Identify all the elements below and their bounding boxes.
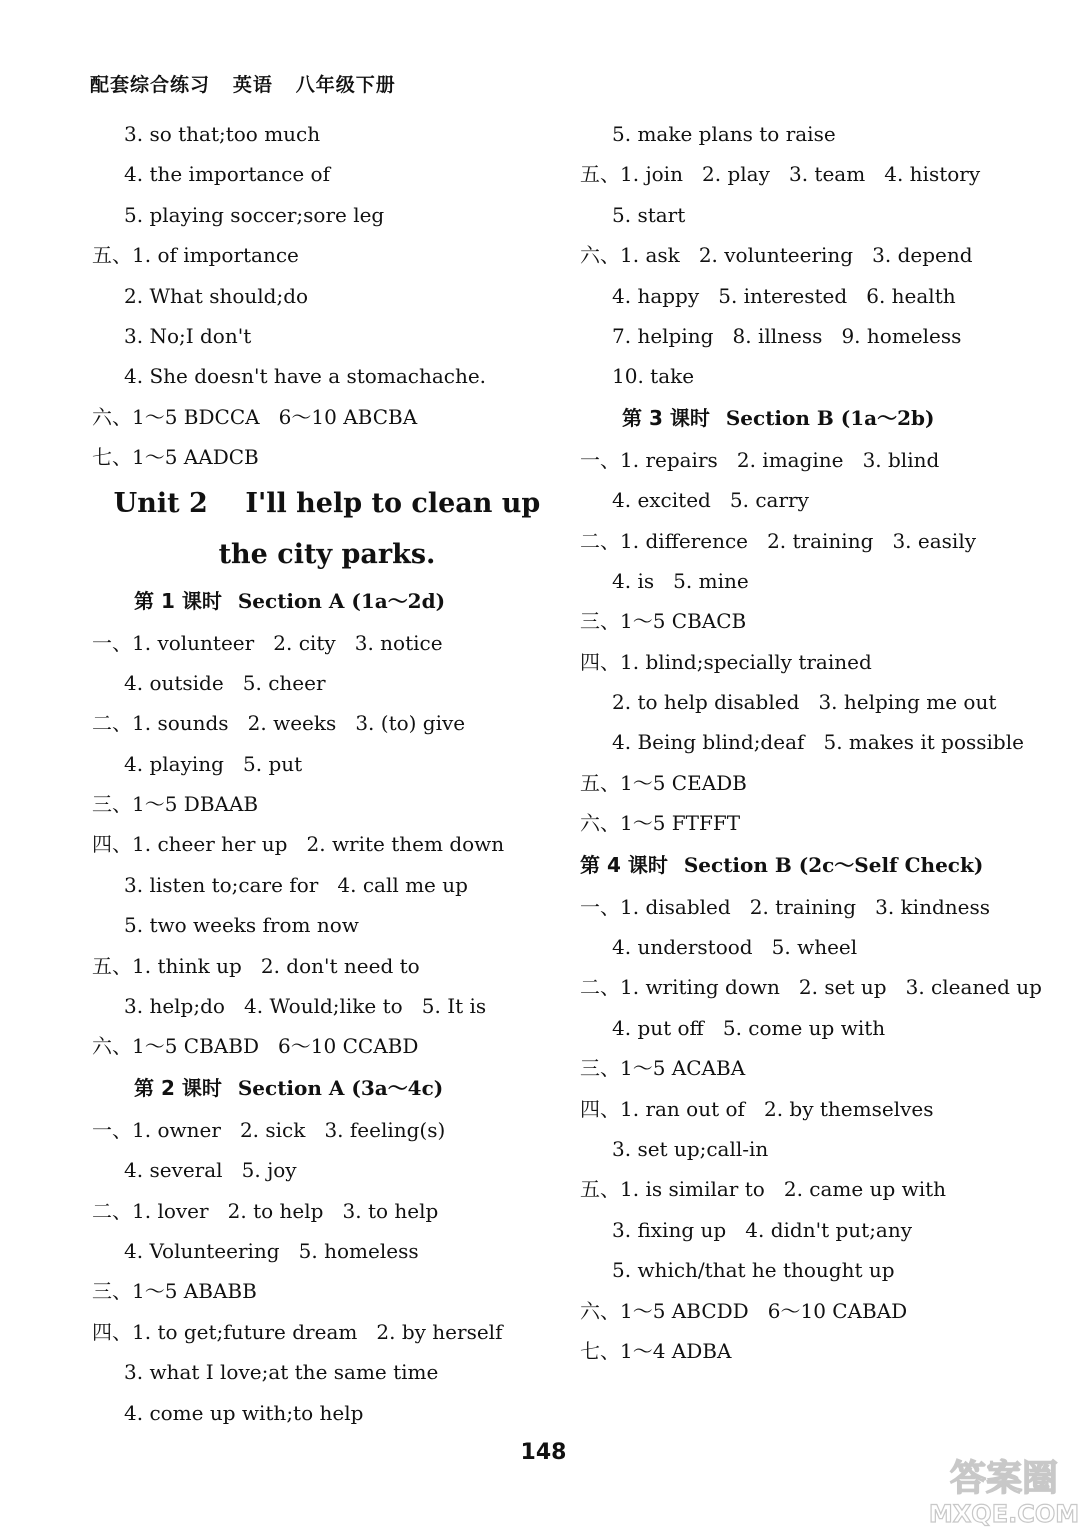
watermark-text: 答案圈 [949,1458,1059,1499]
answer-line: 四、1. cheer her up 2. write them down [92,832,505,857]
answer-line: 3. fixing up 4. didn't put;any [612,1217,913,1242]
answer-line: 4. Volunteering 5. homeless [124,1238,419,1263]
answer-line: 一、1. repairs 2. imagine 3. blind [580,447,940,472]
answer-line: 三、1～5 DBAAB [92,792,259,817]
answer-line: 3. listen to;care for 4. call me up [124,872,468,897]
answer-line: 3. No;I don't [124,323,252,348]
left-column [92,114,562,1433]
lesson-number: 第 2 课时 [134,1075,222,1100]
answer-line: 5. make plans to raise [612,122,836,146]
lesson-section: Section A (1a～2d) [237,588,446,613]
answer-line: 六、1～5 ABCDD 6～10 CABAD [580,1298,908,1323]
answer-line: 4. is 5. mine [612,568,749,593]
answer-line: 六、1～5 FTFFT [580,811,741,836]
answer-line: 三、1～5 CBACB [580,609,747,634]
answer-line: 5. start [612,202,686,227]
answer-line: 4. excited 5. carry [612,488,809,513]
answer-line: 4. playing 5. put [124,751,303,776]
answer-line: 七、1～4 ADBA [580,1338,732,1363]
answer-line: 四、1. to get;future dream 2. by herself [92,1319,503,1344]
lesson-heading [92,1067,562,1110]
unit-title: the city parks. [218,538,436,570]
answer-line: 4. several 5. joy [124,1158,297,1183]
answer-line: 一、1. owner 2. sick 3. feeling(s) [92,1117,446,1142]
answer-line: 四、1. ran out of 2. by themselves [580,1096,934,1121]
answer-line: 10. take [612,364,695,389]
lesson-section: Section B (1a～2b) [725,405,935,430]
answer-line: 5. two weeks from now [124,913,359,938]
lesson-number: 第 1 课时 [134,588,222,613]
answer-line: 五、1～5 CEADB [580,770,747,795]
answer-line: 六、1. ask 2. volunteering 3. depend [580,243,973,268]
answer-line: 5. which/that he thought up [612,1258,895,1283]
answer-line: 4. the importance of [124,162,330,187]
answer-line: 五、1. join 2. play 3. team 4. history [580,162,981,187]
lesson-section: Section A (3a～4c) [237,1075,444,1100]
answer-line: 一、1. disabled 2. training 3. kindness [580,894,991,919]
answer-line: 一、1. volunteer 2. city 3. notice [92,630,443,655]
lesson-heading [580,844,1060,887]
lesson-number: 第 3 课时 [622,405,710,430]
answer-line: 六、1～5 CBABD 6～10 CCABD [92,1034,419,1059]
answer-line: 七、1～5 AADCB [92,445,259,470]
lesson-heading [580,397,1060,440]
right-column [580,114,1060,1371]
answer-line: 4. put off 5. come up with [612,1015,886,1040]
answer-line: 3. so that;too much [124,122,321,146]
answer-line: 3. set up;call-in [612,1136,769,1161]
page-number: 148 [520,1440,567,1465]
answer-line: 2. to help disabled 3. helping me out [612,690,997,715]
answer-line: 四、1. blind;specially trained [580,649,872,674]
answer-line: 4. happy 5. interested 6. health [612,283,956,308]
lesson-number: 第 4 课时 [580,852,668,877]
answer-line: 二、1. writing down 2. set up 3. cleaned up [580,975,1042,1000]
answer-line: 4. understood 5. wheel [612,935,858,960]
answer-line: 二、1. difference 2. training 3. easily [580,528,977,553]
answer-line: 五、1. of importance [92,243,299,268]
lesson-heading [92,580,562,623]
lesson-section: Section B (2c～Self Check) [683,852,984,877]
answer-line: 2. What should;do [124,283,309,308]
unit-title: Unit 2 I'll help to clean up [113,487,541,519]
answer-line: 五、1. is similar to 2. came up with [580,1177,947,1202]
answer-line: 5. playing soccer;sore leg [124,202,385,227]
answer-line: 三、1～5 ABABB [92,1279,257,1304]
answer-line: 3. help;do 4. Would;like to 5. It is [124,994,487,1019]
watermark-logo [929,1450,1079,1530]
page-header: 配套综合练习 英语 八年级下册 [90,74,396,96]
answer-line: 7. helping 8. illness 9. homeless [612,323,962,348]
answer-line: 4. Being blind;deaf 5. makes it possible [612,730,1024,755]
answer-line: 六、1～5 BDCCA 6～10 ABCBA [92,404,418,429]
answer-line: 4. outside 5. cheer [124,670,326,695]
answer-line: 4. come up with;to help [124,1400,364,1425]
answer-line: 二、1. sounds 2. weeks 3. (to) give [92,711,466,736]
answer-line: 五、1. think up 2. don't need to [92,953,420,978]
watermark-url: MXQE.COM [929,1500,1079,1528]
answer-line: 4. She doesn't have a stomachache. [124,364,487,389]
answer-line: 3. what I love;at the same time [124,1360,439,1385]
answer-line: 二、1. lover 2. to help 3. to help [92,1198,439,1223]
answer-line: 三、1～5 ACABA [580,1056,746,1081]
